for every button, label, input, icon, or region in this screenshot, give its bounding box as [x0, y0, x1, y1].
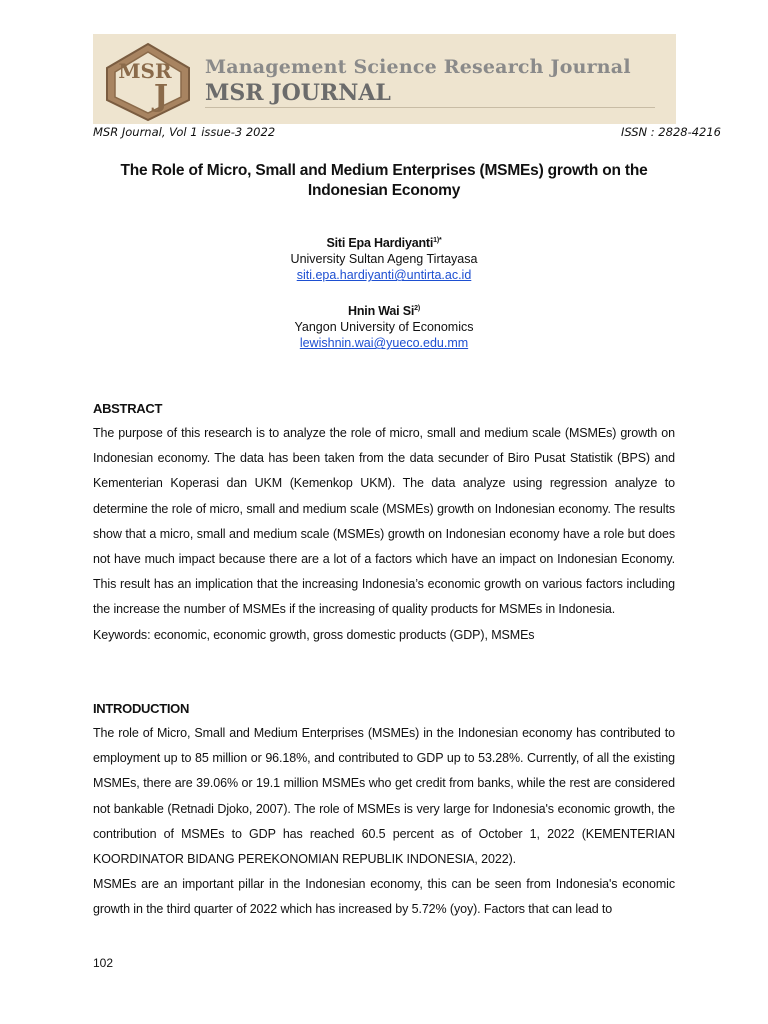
journal-short-name: MSR JOURNAL	[205, 80, 391, 106]
abstract-text: The purpose of this research is to analyze the role of micro, small and medium scale (MSMEs) growth on Indonesian economy. The data has been taken from the data secunder of Biro Pusat Statistik (BPS) and Kementerian Koperasi dan UKM (Kemenkop UKM). The data analyze using regression analyze to determine the role of micro, small and medium scale (MSMEs) growth on Indonesian economy. The results show that a micro, small and medium scale (MSMEs) growth on Indonesian economy have a role but does not have much impact because there are a lot of a factors which have an impact on Indonesian Economy. This result has an implication that the increasing Indonesia’s economic growth on various factors including the increase the number of MSMEs if the increasing of quality products for MSMEs in Indonesia.	[93, 426, 675, 617]
author-name	[93, 301, 675, 319]
author-name-text: Siti Epa Hardiyanti	[326, 236, 434, 251]
logo-text: MSR	[118, 59, 172, 83]
issn: ISSN : 2828-4216	[620, 125, 721, 139]
author-block-1	[93, 233, 675, 283]
introduction-heading: INTRODUCTION	[93, 701, 190, 716]
introduction-body	[93, 721, 675, 923]
journal-banner	[93, 34, 676, 124]
introduction-paragraph-1: The role of Micro, Small and Medium Enterprises (MSMEs) in the Indonesian economy has contributed to employment up to 85 million or 96.18%, and contributed to GDP up to 53.28%. Currently, of all the existing MSMEs, there are 39.06% or 19.1 million MSMEs who get credit from banks, while the rest are considered not bankable (Retnadi Djoko, 2007). The role of MSMEs is very large for Indonesia's economic growth, the contribution of MSMEs to GDP has reached 60.5 percent as of October 1, 2022 (KEMENTERIAN KOORDINATOR BIDANG PEREKONOMIAN REPUBLIK INDONESIA, 2022).	[93, 726, 675, 867]
journal-name: Management Science Research Journal	[205, 56, 631, 78]
author-block-2	[93, 301, 675, 351]
journal-citation: MSR Journal, Vol 1 issue-3 2022	[93, 125, 276, 139]
author-name-text: Hnin Wai Si	[348, 304, 415, 319]
paper-title: The Role of Micro, Small and Medium Enterprises (MSMEs) growth on the Indonesian Economy	[120, 162, 648, 199]
introduction-paragraph-2: MSMEs are an important pillar in the Indonesian economy, this can be seen from Indonesia's economic growth in the third quarter of 2022 which has increased by 5.72% (yoy). Factors that can lead to	[93, 877, 675, 917]
author-name	[93, 233, 675, 251]
author-email-link[interactable]: siti.epa.hardiyanti@untirta.ac.id	[296, 268, 472, 283]
abstract-body	[93, 421, 675, 648]
citation-line	[93, 125, 721, 139]
abstract-keywords: Keywords: economic, economic growth, gross domestic products (GDP), MSMEs	[93, 627, 535, 642]
logo-letter: J	[153, 79, 169, 114]
author-affiliation: Yangon University of Economics	[294, 320, 474, 335]
author-mark: 1)*	[433, 237, 442, 244]
author-affiliation: University Sultan Ageng Tirtayasa	[290, 252, 478, 267]
author-email-link[interactable]: lewishnin.wai@yueco.edu.mm	[299, 336, 469, 351]
author-mark: 2)	[414, 305, 420, 312]
abstract-heading: ABSTRACT	[93, 401, 163, 416]
journal-logo	[105, 42, 191, 122]
banner-divider	[205, 107, 655, 108]
page-number: 102	[93, 956, 114, 970]
